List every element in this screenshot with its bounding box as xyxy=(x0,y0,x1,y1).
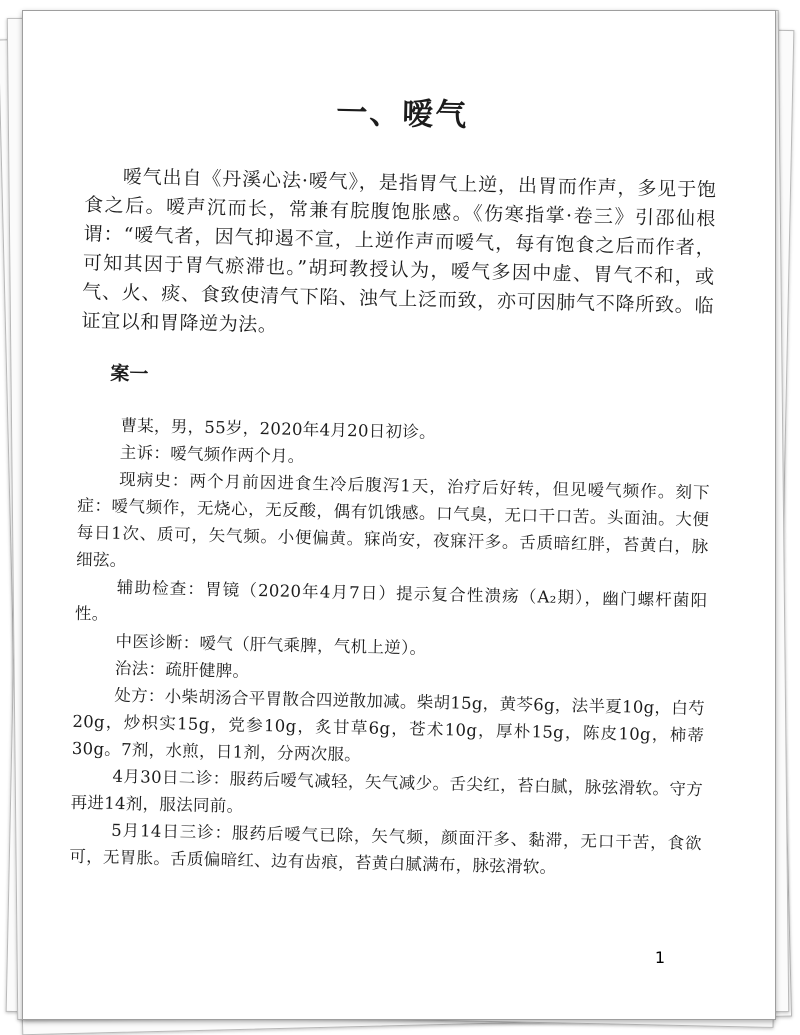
case-paragraph: 曹某，男，55岁，2020年4月20日初诊。 xyxy=(120,415,437,443)
case-paragraph: 现病史：两个月前因进食生冷后腹泻1天，治疗后好转，但见嗳气频作。刻下症：嗳气频作，无烧心，无反酸，偶有饥饿感。口气臭，无口干口苦。头面油。大便每日1次、质可，矢气频。小便偏黄。寐尚安，夜寐汗多。舌质暗红胖，苔黄白，脉细弦。 xyxy=(75,469,711,571)
page-content xyxy=(69,81,719,884)
case-paragraph: 辅助检查：胃镜（2020年4月7日）提示复合性溃疡（A₂期），幽门螺杆菌阳性。 xyxy=(74,577,708,624)
case-heading: 案一 xyxy=(110,362,149,386)
page-number: 1 xyxy=(654,948,665,967)
document-page xyxy=(22,10,776,1020)
case-paragraph: 4月30日二诊：服药后嗳气减轻，矢气减少。舌尖红，苔白腻，脉弦滑软。守方再进14剂，服法同前。 xyxy=(70,766,704,816)
case-paragraph: 中医诊断：嗳气（肝气乘脾，气机上逆）。 xyxy=(115,631,427,658)
case-paragraph: 主诉：嗳气频作两个月。 xyxy=(119,442,305,467)
intro-paragraph: 嗳气出自《丹溪心法·嗳气》，是指胃气上逆，出胃而作声，多见于饱食之后。嗳声沉而长，常兼有脘腹饱胀感。《伤寒指掌·卷三》引邵仙根谓：“嗳气者，因气抑遏不宣，上逆作声而嗳气，每有饱食之后而作者，可知其因于胃气瘀滞也。”胡珂教授认为，嗳气多因中虚、胃气不和，或气、火、痰、食致使清气下陷、浊气上泛而致，亦可因肺气不降所致。临证宜以和胃降逆为法。 xyxy=(81,165,717,337)
case-paragraph: 处方：小柴胡汤合平胃散合四逆散加减。柴胡15g，黄芩6g，法半夏10g，白芍20g，炒枳实15g，党参10g，炙甘草6g，苍术10g，厚朴15g，陈皮10g，柿蒂30g。7剂，水煎，日1剂，分两次服。 xyxy=(71,685,706,765)
case-paragraph: 5月14日三诊：服药后嗳气已除，矢气频，颜面汗多、黏滞，无口干苦，食欲可，无胃胀。舌质偏暗红、边有齿痕，苔黄白腻满布，脉弦滑软。 xyxy=(69,820,703,877)
case-body xyxy=(69,411,711,884)
page-title: 一、嗳气 xyxy=(335,94,469,134)
case-paragraph: 治法：疏肝健脾。 xyxy=(114,658,250,681)
